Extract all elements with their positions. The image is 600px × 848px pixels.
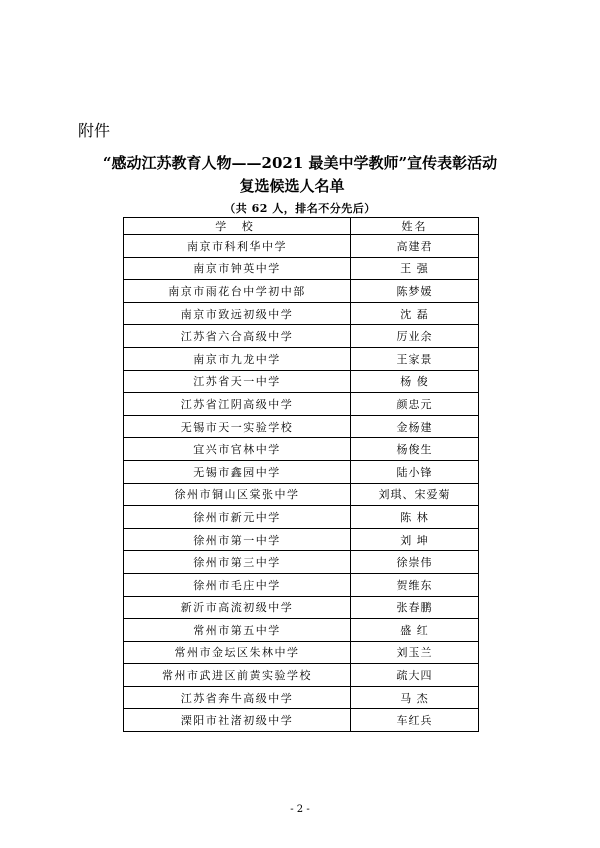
name-cell: 盛 红	[351, 619, 479, 642]
name-cell: 颜忠元	[351, 393, 479, 416]
school-cell: 徐州市新元中学	[124, 506, 351, 529]
school-cell: 江苏省江阴高级中学	[124, 393, 351, 416]
name-cell: 杨 俊	[351, 370, 479, 393]
table-row	[124, 619, 479, 642]
name-cell: 王 强	[351, 257, 479, 280]
name-cell: 车红兵	[351, 709, 479, 732]
school-cell: 南京市九龙中学	[124, 347, 351, 370]
candidate-table	[123, 217, 479, 732]
page-number: - 2 -	[290, 804, 310, 815]
name-cell: 张春鹏	[351, 596, 479, 619]
school-cell: 宜兴市官林中学	[124, 438, 351, 461]
school-cell: 江苏省奔牛高级中学	[124, 686, 351, 709]
table-row	[124, 235, 479, 258]
school-cell: 徐州市第一中学	[124, 528, 351, 551]
table-row	[124, 370, 479, 393]
table-row	[124, 506, 479, 529]
table-row	[124, 302, 479, 325]
name-cell: 陈 林	[351, 506, 479, 529]
name-cell: 刘 坤	[351, 528, 479, 551]
name-cell: 金杨建	[351, 415, 479, 438]
table-row	[124, 280, 479, 303]
name-cell: 疏大四	[351, 664, 479, 687]
name-cell: 刘琪、宋爱菊	[351, 483, 479, 506]
column-header-school: 学 校	[124, 218, 351, 235]
school-cell: 江苏省天一中学	[124, 370, 351, 393]
school-cell: 南京市致远初级中学	[124, 302, 351, 325]
table-row	[124, 686, 479, 709]
school-cell: 常州市金坛区朱林中学	[124, 641, 351, 664]
name-cell: 陆小锋	[351, 460, 479, 483]
name-cell: 贺维东	[351, 573, 479, 596]
table-row	[124, 664, 479, 687]
name-cell: 陈梦媛	[351, 280, 479, 303]
name-cell: 厉业余	[351, 325, 479, 348]
table-row	[124, 415, 479, 438]
name-cell: 王家景	[351, 347, 479, 370]
table-row	[124, 573, 479, 596]
name-cell: 杨俊生	[351, 438, 479, 461]
attachment-label: 附件	[78, 121, 111, 140]
school-cell: 南京市钟英中学	[124, 257, 351, 280]
school-cell: 溧阳市社渚初级中学	[124, 709, 351, 732]
table-row	[124, 460, 479, 483]
school-cell: 常州市第五中学	[124, 619, 351, 642]
name-cell: 高建君	[351, 235, 479, 258]
table-row	[124, 641, 479, 664]
school-cell: 南京市雨花台中学初中部	[124, 280, 351, 303]
table-row	[124, 325, 479, 348]
table-row	[124, 528, 479, 551]
school-cell: 江苏省六合高级中学	[124, 325, 351, 348]
table-row	[124, 438, 479, 461]
school-cell: 常州市武进区前黄实验学校	[124, 664, 351, 687]
table-row	[124, 393, 479, 416]
name-cell: 沈 磊	[351, 302, 479, 325]
table-header-row	[124, 218, 479, 235]
name-cell: 徐崇伟	[351, 551, 479, 574]
column-header-name: 姓名	[351, 218, 479, 235]
school-cell: 南京市科利华中学	[124, 235, 351, 258]
table-row	[124, 347, 479, 370]
table-row	[124, 551, 479, 574]
school-cell: 徐州市第三中学	[124, 551, 351, 574]
table-row	[124, 596, 479, 619]
school-cell: 徐州市铜山区棠张中学	[124, 483, 351, 506]
document-title: “感动江苏教育人物——2021 最美中学教师”宣传表彰活动	[102, 154, 498, 172]
school-cell: 新沂市高流初级中学	[124, 596, 351, 619]
name-cell: 马 杰	[351, 686, 479, 709]
school-cell: 无锡市天一实验学校	[124, 415, 351, 438]
count-note: （共 62 人，排名不分先后）	[224, 202, 376, 215]
table-row	[124, 257, 479, 280]
school-cell: 徐州市毛庄中学	[124, 573, 351, 596]
document-subtitle: 复选候选人名单	[239, 177, 345, 195]
school-cell: 无锡市鑫园中学	[124, 460, 351, 483]
table-row	[124, 709, 479, 732]
table-row	[124, 483, 479, 506]
name-cell: 刘玉兰	[351, 641, 479, 664]
